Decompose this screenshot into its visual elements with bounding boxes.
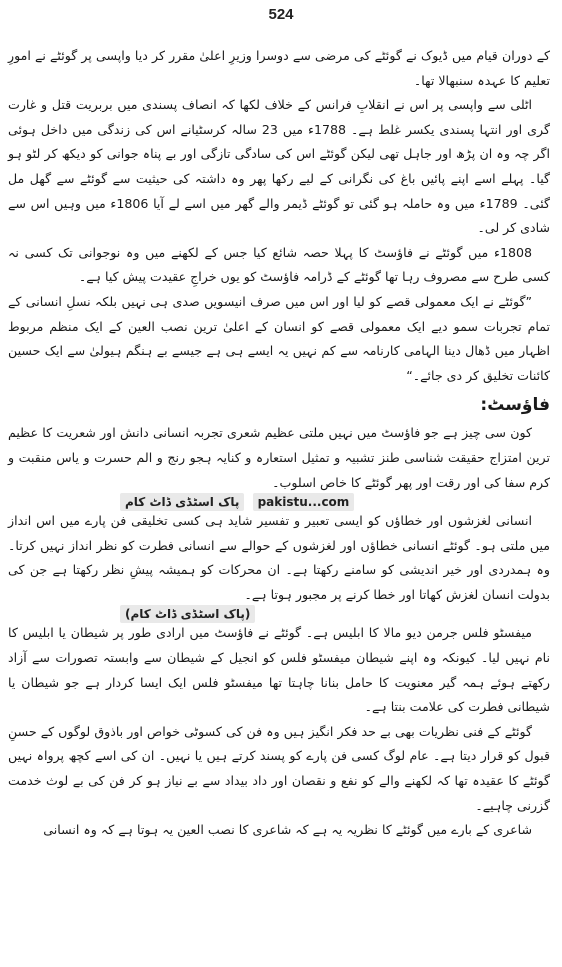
page-number: 524 xyxy=(268,6,294,23)
paragraph: 1808ء میں گوئٹے نے فاؤسٹ کا پہلا حصہ شائع کیا جس کے لکھنے میں وہ نوجوانی تک کسی نہ کسی طرح سے مصروف رہا تھا گوئٹے کے ڈرامہ فاؤسٹ کو یوں خراجِ عقیدت پیش کیا ہے۔ xyxy=(8,244,550,285)
paragraph: گوئٹے کے فنی نظریات بھی بے حد فکر انگیز ہیں وہ فن کی کسوٹی خواص اور باذوق لوگوں کے حسنِ قبول کو قرار دیتا ہے۔ عام لوگ کسی فن پارے کو پسند کرتے ہیں یا نہیں۔ ان کی اسے کچھ پرواہ نہیں گوئٹے کا عقیدہ تھا کہ لکھنے والے کو نفع و نقصان اور داد بیداد سے بے نیاز ہو کر فن کی بے لوث خدمت گزرنی چاہیے۔ xyxy=(8,723,550,813)
paragraph: میفسٹو فلس جرمن دیو مالا کا ابلیس ہے۔ گوئٹے نے فاؤسٹ میں ارادی طور پر شیطان یا ابلیس کا نام نہیں لیا۔ کیونکہ وہ اپنے شیطان میفسٹو فلس کو انجیل کے شیطان سے وابستہ تصورات سے آزاد رکھتے ہوئے ہمہ گیر معنویت کا حامل بنانا چاہتا تھا میفسٹو فلس ایک ایسا کردار ہے جو شیطان یا شیطانی فطرت کی علامت بنتا ہے۔ xyxy=(8,625,550,715)
section-heading: فاؤسٹ: xyxy=(480,395,550,416)
paragraph: شاعری کے بارے میں گوئٹے کا نظریہ یہ ہے کہ شاعری کا نصب العین یہ ہوتا ہے کہ وہ انسانی xyxy=(43,822,532,838)
watermark-text: پاک اسٹڈی ڈاٹ کام xyxy=(120,493,244,511)
paragraph: کون سی چیز ہے جو فاؤسٹ میں نہیں ملتی عظیم شعری تجربہ انسانی دانش اور شعریت کا عظیم ترین امتزاج حقیقت شناسی طنز تشبیہ و تمثیل استعارہ و کنایہ ہجو رنج و الم حسرت و یاس منقبت و کرم سفا کی اور رقت اور پھر گوئٹے کا خاص اسلوب۔ xyxy=(8,425,550,490)
page-body xyxy=(8,44,550,843)
paragraph: انسانی لغزشوں اور خطاؤں کو ایسی تعبیر و تفسیر شاید ہی کسی تخلیقی فن پارے میں اس انداز میں ملتی ہو۔ گوئٹے انسانی خطاؤں اور لغزشوں کے حوالے سے انسانی فطرت کو نظر انداز نہیں کرتا۔ وہ ہمدردی اور خیر اندیشی کو سامنے رکھتا ہے۔ ان محرکات کو ہمیشہ پیشِ نظر رکھتا ہے جن کی بدولت انسان لغزش کھاتا اور خطا کرنے پر مجبور ہوتا ہے۔ xyxy=(8,513,550,602)
watermark-text: (پاک اسٹڈی ڈاٹ کام) xyxy=(120,605,255,623)
watermark-text: pakistu...com xyxy=(253,493,355,511)
paragraph: کے دوران قیام میں ڈیوک نے گوئٹے کی مرضی سے دوسرا وزیرِ اعلیٰ مقرر کر دیا واپسی پر گوئٹے نے امورِ تعلیم کا عہدہ سنبھالا تھا۔ xyxy=(8,48,550,88)
quotation: ”گوئٹے نے ایک معمولی قصے کو لیا اور اس میں صرف انیسویں صدی ہی نہیں بلکہ نسلِ انسانی کے تمام تجربات سمو دیے ایک معمولی قصے کو انسان کے اعلیٰ ترین نصب العین کے ایک منظم مربوط اظہار میں ڈھال دینا الہامی کارنامہ سے کم نہیں یہ ایسے ہی ہے جیسے بے ہنگم ہیولیٰ سے ایک حسین کائنات تخلیق کر دی جائے۔“ xyxy=(8,293,550,383)
paragraph: اٹلی سے واپسی پر اس نے انقلابِ فرانس کے خلاف لکھا کہ انصاف پسندی میں بربریت قتل و غارت گری اور انتہا پسندی یکسر غلط ہے۔ 1788ء میں 23 سالہ کرسٹیانے اس کی زندگی میں داخل ہوئی اگر چہ وہ ان پڑھ اور جاہل تھی لیکن گوئٹے اس کی سادگی تازگی اور بے پناہ جوانی کو دیکھ کر لٹو ہو گیا۔ پہلے اسے اپنے پائیں باغ کی نگرانی کے لیے رکھا پھر وہ داشتہ کی حیثیت سے گوئٹے سے گھل مل گئی۔ 1789ء میں وہ حاملہ ہو گئی تو گوئٹے ڈیمر والے گھر میں اسے لے آیا 1806ء میں وہیں اس سے شادی کر لی۔ xyxy=(8,97,550,236)
